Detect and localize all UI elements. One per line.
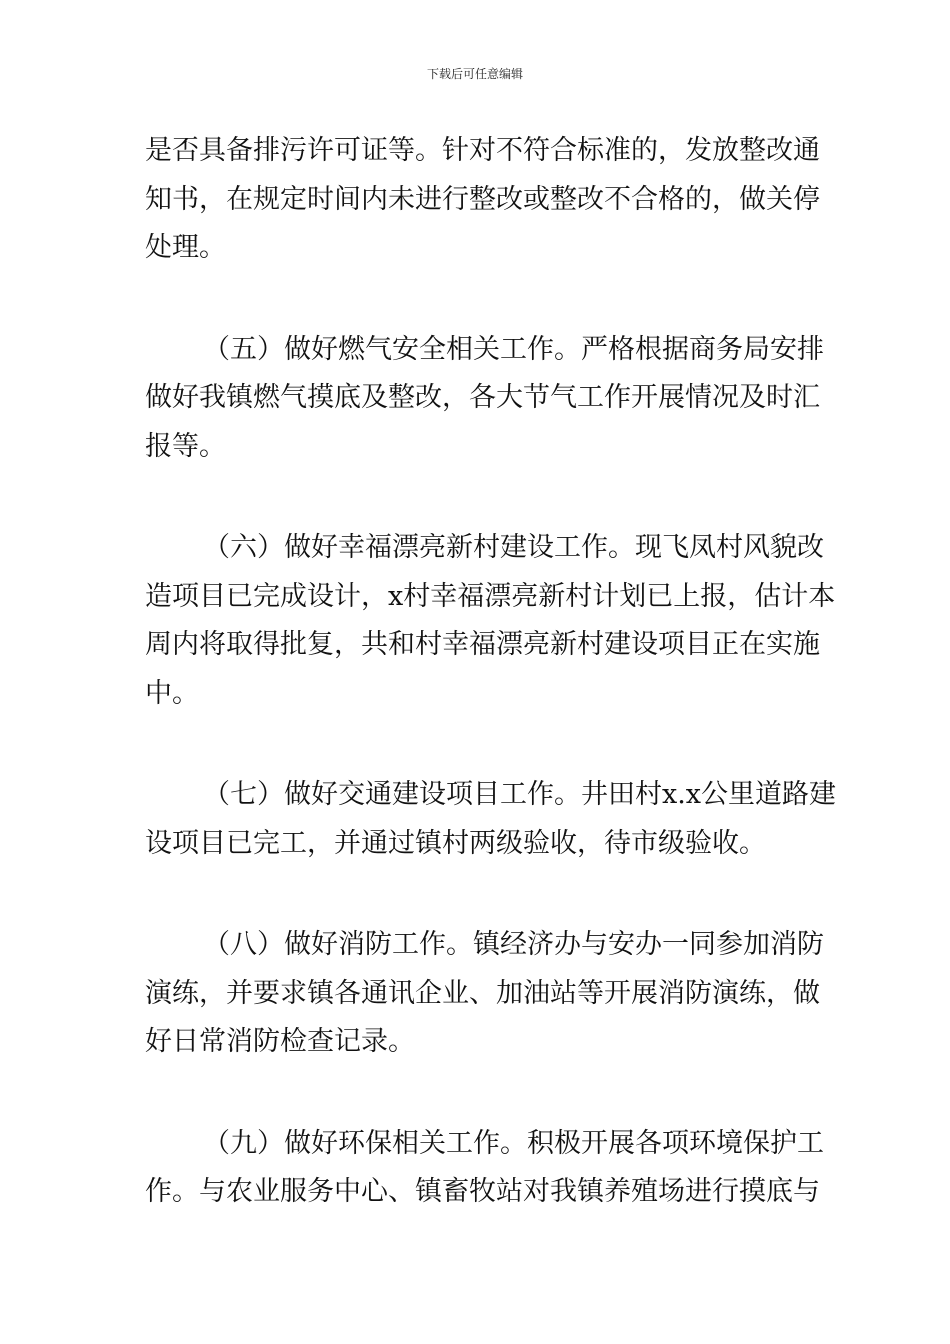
text-line: 处理。 [145, 232, 226, 263]
text-line: （六）做好幸福漂亮新村建设工作。现飞凤村风貌改 [203, 532, 824, 563]
paragraph-gap [145, 718, 817, 771]
paragraph-continuation [145, 127, 820, 273]
paragraph-fire-safety [145, 921, 824, 1067]
text-line: 演练，并要求镇各通讯企业、加油站等开展消防演练，做 [145, 977, 820, 1009]
paragraph-new-village [145, 524, 836, 718]
text-line: 中。 [145, 677, 199, 709]
text-line: 做好我镇燃气摸底及整改，各大节气工作开展情况及时汇 [145, 382, 820, 413]
text-line: 设项目已完工，并通过镇村两级验收，待市级验收。 [145, 827, 766, 859]
text-line: 作。与农业服务中心、镇畜牧站对我镇养殖场进行摸底与 [145, 1176, 820, 1207]
paragraph-traffic [145, 771, 837, 868]
text-line: （五）做好燃气安全相关工作。严格根据商务局安排 [203, 333, 824, 365]
text-line: 造项目已完成设计，x村幸福漂亮新村计划已上报，估计本 [145, 580, 836, 612]
paragraph-gap [145, 471, 817, 524]
paragraph-gap [145, 273, 817, 326]
page-header: 下载后可任意编辑 [426, 67, 523, 81]
paragraph-gap [145, 1067, 817, 1120]
text-line: 好日常消防检查记录。 [145, 1026, 415, 1057]
paragraph-gap [145, 868, 817, 921]
text-line: （七）做好交通建设项目工作。井田村x.x公里道路建 [203, 779, 837, 810]
text-line: （八）做好消防工作。镇经济办与安办一同参加消防 [203, 929, 824, 960]
text-line: 周内将取得批复，共和村幸福漂亮新村建设项目正在实施 [145, 629, 820, 660]
text-line: 知书，在规定时间内未进行整改或整改不合格的，做关停 [145, 183, 820, 215]
text-line: （九）做好环保相关工作。积极开展各项环境保护工 [203, 1127, 824, 1159]
document-body [145, 127, 837, 1217]
text-line: 是否具备排污许可证等。针对不符合标准的，发放整改通 [145, 135, 820, 166]
paragraph-gas-safety [145, 326, 824, 472]
text-line: 报等。 [145, 430, 226, 462]
paragraph-environment [145, 1120, 824, 1217]
